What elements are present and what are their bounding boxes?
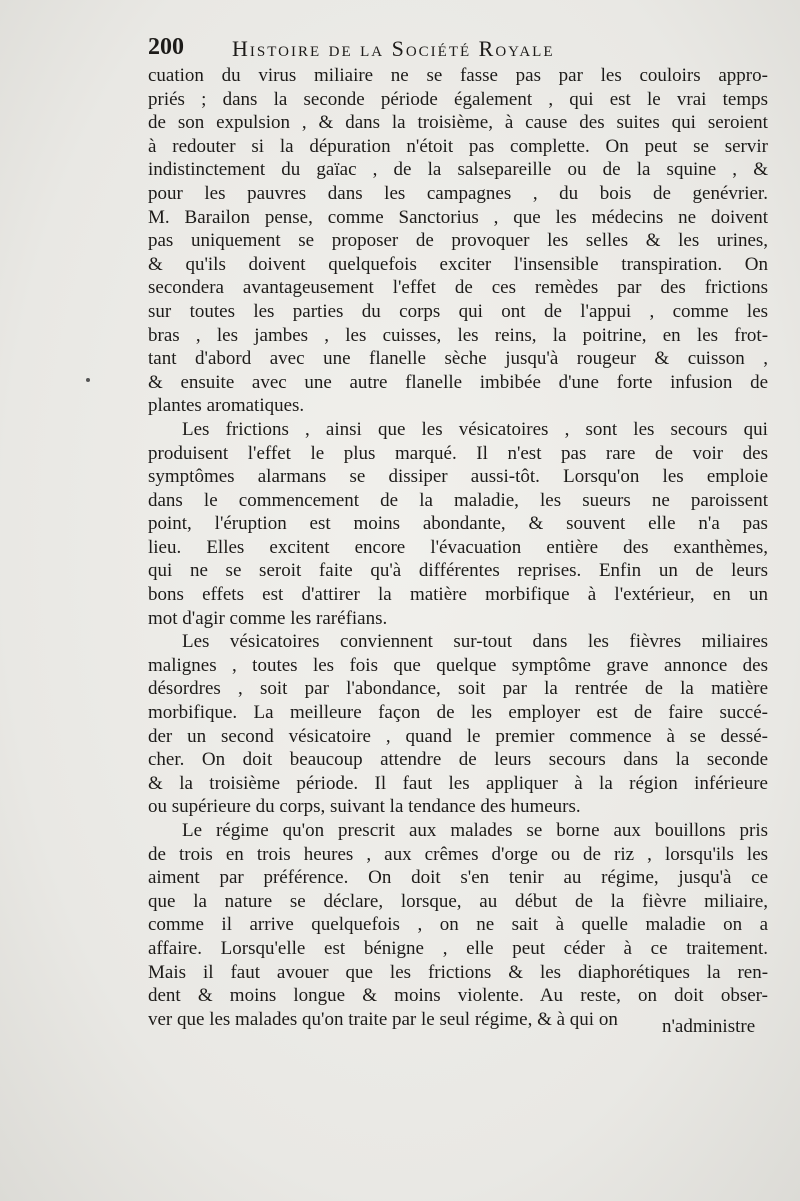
text-line: ou supérieure du corps, suivant la tendance des humeurs. [148,796,581,818]
text-line: ver que les malades qu'on traite par le seul régime, & à qui on [148,1008,618,1030]
text-line: Le régime qu'on prescrit aux malades se borne aux bouillons pris [182,820,768,841]
text-line: der un second vésicatoire , quand le premier commence à se dessé- [148,725,768,747]
text-line: dent & moins longue & moins violente. Au reste, on doit obser- [148,985,768,1007]
paragraph [148,64,768,418]
text-line: mot d'agir comme les raréfians. [148,607,388,629]
text-line: secondera avantageusement l'effet de ces remèdes par des frictions [148,277,768,299]
text-line: M. Barailon pense, comme Sanctorius , que les médecins ne doivent [148,206,768,228]
paragraph [148,418,768,630]
text-line: lieu. Elles excitent encore l'évacuation entière des exanthèmes, [148,536,768,558]
ink-speck [86,378,90,382]
text-line: de trois en trois heures , aux crêmes d'orge ou de riz , lorsqu'ils les [148,843,768,865]
text-line: désordres , soit par l'abondance, soit par la rentrée de la matière [148,678,768,700]
text-line: produisent l'effet le plus marqué. Il n'est pas rare de voir des [148,442,768,464]
text-line: & ensuite avec une autre flanelle imbibée d'une forte infusion de [148,371,768,393]
text-line: de son expulsion , & dans la troisième, à cause des suites qui seroient [148,112,768,134]
body-text [148,64,768,1031]
text-line: à redouter si la dépuration n'étoit pas complette. On peut se servir [148,135,768,157]
text-line: malignes , toutes les fois que quelque symptôme grave annonce des [148,654,768,676]
text-line: dans le commencement de la maladie, les sueurs ne paroissent [148,489,768,511]
text-line: Mais il faut avouer que les frictions & les diaphorétiques la ren- [148,961,768,983]
text-line: plantes aromatiques. [148,395,305,417]
text-line: pour les pauvres dans les campagnes , du bois de genévrier. [148,182,768,204]
text-line: que la nature se déclare, lorsque, au début de la fièvre miliaire, [148,890,768,912]
text-line: aiment par préférence. On doit s'en tenir au régime, jusqu'à ce [148,867,768,889]
running-header [148,30,778,66]
text-line: symptômes alarmans se dissiper aussi-tôt. Lorsqu'on les emploie [148,466,768,488]
text-line: cuation du virus miliaire ne se fasse pas par les couloirs appro- [148,65,768,86]
text-line: affaire. Lorsqu'elle est bénigne , elle peut céder à ce traitement. [148,937,768,959]
text-line: bras , les jambes , les cuisses, les reins, la poitrine, en les frot- [148,324,768,346]
text-line: priés ; dans la seconde période également , qui est le vrai temps [148,88,768,110]
text-line: qui ne se seroit faite qu'à différentes reprises. Enfin un de leurs [148,560,768,582]
text-line: comme il arrive quelquefois , on ne sait à quelle maladie on a [148,914,768,936]
text-line: cher. On doit beaucoup attendre de leurs secours dans la seconde [148,749,768,771]
show-through-marginal-note [18,88,128,102]
catchword: n'administre [662,1016,756,1037]
text-line: Les vésicatoires conviennent sur-tout dans les fièvres miliaires [182,631,768,653]
paragraph [148,819,768,1031]
text-line: Les frictions , ainsi que les vésicatoires , sont les secours qui [182,418,768,440]
page-number: 200 [148,34,184,60]
text-line: pas uniquement se proposer de provoquer les selles & les urines, [148,230,768,252]
paragraph [148,630,768,819]
text-line: bons effets est d'attirer la matière morbifique à l'extérieur, en un [148,584,768,606]
text-line: & qu'ils doivent quelquefois exciter l'insensible transpiration. On [148,253,768,275]
text-line: indistinctement du gaïac , de la salsepareille ou de la squine , & [148,159,768,181]
text-line: point, l'éruption est moins abondante, & souvent elle n'a pas [148,513,768,535]
text-line: tant d'abord avec une flanelle sèche jusqu'à rougeur & cuisson , [148,348,768,370]
running-title: Histoire de la Société Royale [232,36,555,61]
text-line: sur toutes les parties du corps qui ont de l'appui , comme les [148,300,768,322]
text-line: & la troisième période. Il faut les appliquer à la région inférieure [148,772,768,794]
text-line: morbifique. La meilleure façon de les employer est de faire succé- [148,702,768,724]
